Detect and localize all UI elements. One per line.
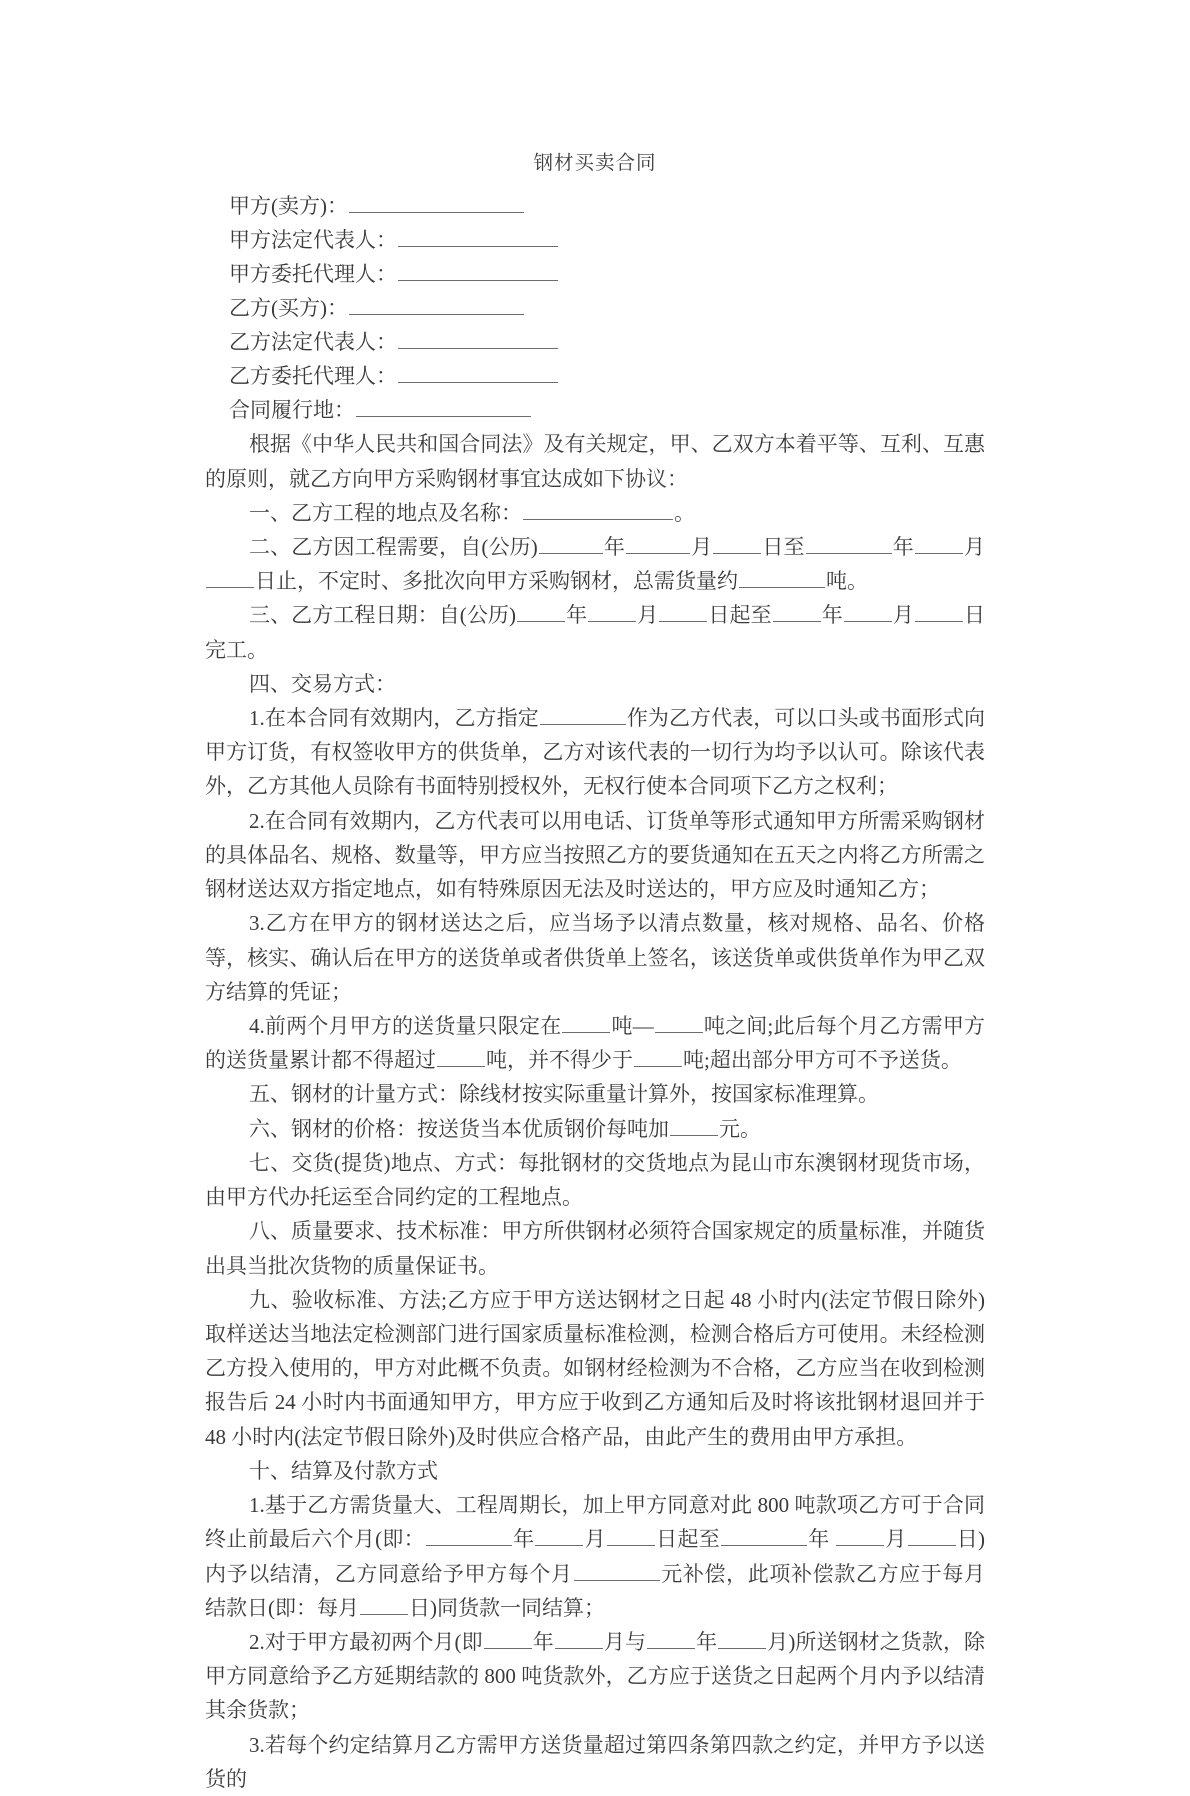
field-row-party-b-buyer xyxy=(205,291,985,325)
clause-2-blank-start-month[interactable] xyxy=(626,533,690,554)
clause-2-blank-total-tonnage[interactable] xyxy=(739,567,825,588)
clause-4-blank-min-tonnage[interactable] xyxy=(562,1012,610,1033)
clause-10-blank-first-month[interactable] xyxy=(555,1628,603,1649)
clause-4-blank-floor-tonnage[interactable] xyxy=(634,1046,682,1067)
clause-10-item-2-text-3: 月与 xyxy=(603,1629,647,1654)
clause-3-text-2: 年 xyxy=(566,603,588,628)
preamble-paragraph: 根据《中华人民共和国合同法》及有关规定，甲、乙双方本着平等、互利、互惠的原则，就乙方向甲方采购钢材事宜达成如下协议： xyxy=(205,432,985,491)
clause-4-item-4-text-4: 吨，并不得少于 xyxy=(486,1048,633,1073)
clause-10-blank-second-month[interactable] xyxy=(718,1628,766,1649)
clause-10-blank-monthly-compensation[interactable] xyxy=(574,1560,660,1581)
clause-3-text-1: 三、乙方工程日期：自(公历) xyxy=(249,603,516,628)
field-row-performance-place xyxy=(205,393,985,427)
clause-10-item-1-text-3: 月 xyxy=(584,1527,606,1552)
clause-4-blank-representative[interactable] xyxy=(540,704,626,725)
field-row-party-a-legal-rep xyxy=(205,223,985,257)
clause-10-blank-second-month-year[interactable] xyxy=(647,1628,695,1649)
field-blank[interactable] xyxy=(356,396,531,417)
clause-2-text-1: 二、乙方因工程需要，自(公历) xyxy=(249,534,538,559)
field-row-party-a-agent xyxy=(205,257,985,291)
clause-1-suffix: 。 xyxy=(674,500,695,525)
clause-10-heading: 十、结算及付款方式 xyxy=(249,1458,438,1483)
clause-10-item-1-text-1: 1.基于乙方需货量大、工程周期长，加上甲方同意对此 800 吨款项乙方可于合同终止前最后六个月(即： xyxy=(205,1493,985,1552)
field-blank[interactable] xyxy=(398,226,558,247)
clause-3-text-5: 年 xyxy=(821,603,843,628)
clause-10-item-1-text-4: 日起至 xyxy=(655,1527,720,1552)
clause-6-blank-price-addition[interactable] xyxy=(670,1115,718,1136)
clause-2-text-7: 日止，不定时、多批次向甲方采购钢材，总需货量约 xyxy=(255,569,738,594)
field-blank[interactable] xyxy=(349,192,524,213)
clause-2-text-5: 年 xyxy=(892,534,914,559)
clause-4-item-1 xyxy=(205,701,985,804)
clause-2-blank-end-month[interactable] xyxy=(915,533,963,554)
clause-4-item-4-text-1: 4.前两个月甲方的送货量只限定在 xyxy=(249,1014,562,1039)
clause-4-item-3: 3.乙方在甲方的钢材送达之后，应当场予以清点数量，核对规格、品名、价格等，核实、确认后在甲方的送货单或者供货单上签名，该送货单或供货单作为甲乙双方结算的凭证； xyxy=(205,911,985,1004)
clause-3-text-6: 月 xyxy=(892,603,914,628)
clause-3-blank-start-day[interactable] xyxy=(659,601,707,622)
clause-3 xyxy=(205,598,985,666)
clause-10-item-3: 3.若每个约定结算月乙方需甲方送货量超过第四条第四款之约定，并甲方予以送货的 xyxy=(205,1732,985,1791)
field-label: 甲方委托代理人： xyxy=(229,262,397,287)
clause-8: 八、质量要求、技术标准：甲方所供钢材必须符合国家规定的质量标准，并随货出具当批次货物的质量保证书。 xyxy=(205,1219,985,1278)
field-label: 乙方法定代表人： xyxy=(229,330,397,355)
clause-10-blank-start-day[interactable] xyxy=(607,1525,655,1546)
clause-1-blank-project-name[interactable] xyxy=(523,499,673,520)
clause-10-blank-end-month[interactable] xyxy=(836,1525,884,1546)
clause-10-blank-end-year[interactable] xyxy=(721,1525,807,1546)
field-row-party-b-agent xyxy=(205,359,985,393)
field-label: 乙方委托代理人： xyxy=(229,364,397,389)
clause-3-text-4: 日起至 xyxy=(708,603,772,628)
clause-3-blank-start-month[interactable] xyxy=(588,601,636,622)
clause-2-text-4: 日至 xyxy=(762,534,805,559)
clause-4-heading: 四、交易方式： xyxy=(249,671,396,696)
clause-10-blank-end-day[interactable] xyxy=(908,1525,956,1546)
clause-10-item-2 xyxy=(205,1625,985,1728)
field-label: 合同履行地： xyxy=(229,398,355,423)
clause-3-blank-start-year[interactable] xyxy=(517,601,565,622)
clause-10-item-1-text-9: 日)同货款一同结算； xyxy=(409,1595,605,1620)
clause-10-item-1-text-5: 年 xyxy=(807,1527,835,1552)
field-label: 甲方(卖方)： xyxy=(229,194,348,219)
clause-2-blank-end-day[interactable] xyxy=(206,567,254,588)
clause-3-text-3: 月 xyxy=(637,603,659,628)
field-blank[interactable] xyxy=(398,362,558,383)
clause-10-blank-settlement-day[interactable] xyxy=(360,1594,408,1615)
clause-4-item-1-text-2: 作为乙方代表，可以口头或书面形式向甲方订货，有权签收甲方的供货单，乙方对该代表的一切行为均予以认可。除该代表外，乙方其他人员除有书面特别授权外，无权行使本合同项下乙方之权利； xyxy=(205,706,985,799)
clause-4-item-4 xyxy=(205,1009,985,1077)
clause-3-blank-end-year[interactable] xyxy=(773,601,821,622)
field-row-party-a-seller xyxy=(205,189,985,223)
clause-1 xyxy=(205,496,985,530)
clause-7: 七、交货(提货)地点、方式：每批钢材的交货地点为昆山市东澳钢材现货市场，由甲方代办托运至合同约定的工程地点。 xyxy=(205,1150,985,1210)
field-blank[interactable] xyxy=(349,294,524,315)
clause-10-item-1-text-7: 日)内予以结清，乙方同意给予甲方每个月 xyxy=(205,1527,986,1586)
clause-3-blank-end-day[interactable] xyxy=(915,601,963,622)
clause-2-text-2: 年 xyxy=(603,534,625,559)
clause-1-text: 一、乙方工程的地点及名称： xyxy=(249,500,522,525)
field-label: 乙方(买方)： xyxy=(229,296,348,321)
clause-4-item-4-text-2: 吨— xyxy=(611,1014,654,1039)
clause-2-text-3: 月 xyxy=(691,534,713,559)
clause-2-blank-end-year[interactable] xyxy=(806,533,892,554)
clause-2-blank-start-day[interactable] xyxy=(713,533,761,554)
clause-4-blank-max-tonnage[interactable] xyxy=(655,1012,703,1033)
clause-10-item-1 xyxy=(205,1488,985,1625)
clause-10-item-1-text-8: 元补偿，此项补偿款乙方应于每月结款日(即：每月 xyxy=(205,1561,985,1620)
clause-10-blank-start-year[interactable] xyxy=(426,1525,512,1546)
clause-10-item-2-text-2: 年 xyxy=(532,1629,554,1654)
clause-6-text-1: 六、钢材的价格：按送货当本优质钢价每吨加 xyxy=(249,1116,669,1141)
clause-10-item-1-text-2: 年 xyxy=(512,1527,535,1552)
clause-3-blank-end-month[interactable] xyxy=(844,601,892,622)
clause-4-blank-cap-tonnage[interactable] xyxy=(437,1046,485,1067)
clause-2-text-8: 吨。 xyxy=(826,569,868,594)
clause-10-item-2-text-1: 2.对于甲方最初两个月(即 xyxy=(249,1629,483,1654)
field-row-party-b-legal-rep xyxy=(205,325,985,359)
field-blank[interactable] xyxy=(398,328,558,349)
clause-4-item-4-text-5: 吨;超出部分甲方可不予送货。 xyxy=(683,1048,962,1073)
clause-2 xyxy=(205,530,985,598)
clause-6 xyxy=(205,1112,985,1146)
clause-5: 五、钢材的计量方式：除线材按实际重量计算外，按国家标准理算。 xyxy=(249,1082,879,1107)
clause-10-item-2-text-4: 年 xyxy=(696,1629,718,1654)
clause-3-text-7: 日完工。 xyxy=(205,603,986,662)
clause-10-item-1-text-6: 月 xyxy=(885,1527,907,1552)
field-blank[interactable] xyxy=(398,260,558,281)
page-title: 钢材买卖合同 xyxy=(533,153,657,174)
clause-6-text-2: 元。 xyxy=(719,1116,761,1141)
clause-10-blank-first-month-year[interactable] xyxy=(484,1628,532,1649)
clause-10-blank-start-month[interactable] xyxy=(535,1525,583,1546)
field-label: 甲方法定代表人： xyxy=(229,228,397,253)
clause-10-item-2-text-5: 月)所送钢材之货款，除甲方同意给予乙方延期结款的 800 吨货款外，乙方应于送货之日起两个月内予以结清其余货款； xyxy=(205,1629,986,1723)
clause-4-item-2: 2.在合同有效期内，乙方代表可以用电话、订货单等形式通知甲方所需采购钢材的具体品名、规格、数量等，甲方应当按照乙方的要货通知在五天之内将乙方所需之钢材送达双方指定地点，如有特殊原因无法及时送达的，甲方应及时通知乙方； xyxy=(205,808,985,902)
clause-4-item-4-text-3: 吨之间;此后每个月乙方需甲方的送货量累计都不得超过 xyxy=(205,1014,986,1073)
clause-2-text-6: 月 xyxy=(963,534,985,559)
clause-4-item-1-text-1: 1.在本合同有效期内，乙方指定 xyxy=(249,706,539,731)
clause-9: 九、验收标准、方法;乙方应于甲方送达钢材之日起 48 小时内(法定节假日除外)取样送达当地法定检测部门进行国家质量标准检测，检测合格后方可使用。未经检测乙方投入使用的，甲方对此概不负责。如钢材经检测为不合格，乙方应当在收到检测报告后 24 小时内书面通知甲方，甲方应于收到乙方通知后及时将该批钢材退回并于 48 小时内(法定节假日除外)及时供应合格产品，由此产生的费用由甲方承担。 xyxy=(205,1287,985,1449)
clause-2-blank-start-year[interactable] xyxy=(539,533,603,554)
